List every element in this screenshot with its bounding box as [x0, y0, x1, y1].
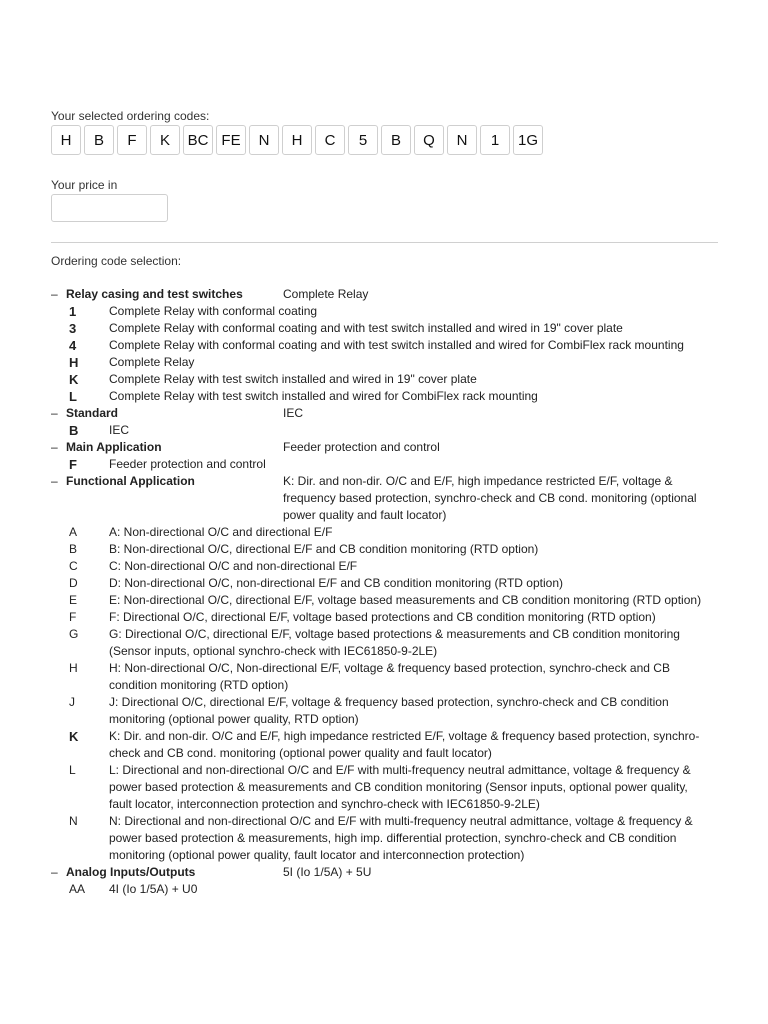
option-code[interactable]: 3 [69, 321, 77, 336]
option-description: Complete Relay with conformal coating and with test switch installed and wired for CombiFlex rack mounting [109, 338, 684, 352]
option-row[interactable] [51, 762, 718, 813]
category-title: Analog Inputs/Outputs [66, 865, 196, 879]
option-description: Feeder protection and control [109, 457, 266, 471]
category-selected-value: K: Dir. and non-dir. O/C and E/F, high impedance restricted E/F, voltage & frequency based protection, synchro-check and CB cond. monitoring (optional power quality and fault locator) [283, 474, 697, 522]
option-row[interactable] [51, 609, 718, 626]
option-description: C: Non-directional O/C and non-directional E/F [109, 559, 358, 573]
option-code[interactable]: AA [69, 882, 86, 896]
option-row[interactable] [51, 592, 718, 609]
option-code[interactable]: H [69, 661, 78, 675]
section-divider [51, 242, 718, 243]
option-code[interactable]: F [69, 457, 77, 472]
option-row[interactable] [51, 354, 718, 371]
option-row[interactable] [51, 541, 718, 558]
option-description: L: Directional and non-directional O/C and E/F with multi-frequency neutral admittance, voltage & frequency & power based protection & measurements and CB condition monitoring (Sensor inputs, optional power quality, fault locator, interconnection protection and synchro-check with IEC61850-9-2LE) [109, 763, 691, 811]
option-row[interactable] [51, 575, 718, 592]
category-row[interactable] [51, 286, 718, 303]
ordering-code-box[interactable]: H [282, 125, 312, 155]
ordering-code-box[interactable]: 5 [348, 125, 378, 155]
category-row[interactable] [51, 864, 718, 881]
category-row[interactable] [51, 473, 718, 524]
option-description: Complete Relay with test switch installed and wired for CombiFlex rack mounting [109, 389, 538, 403]
option-row[interactable] [51, 456, 718, 473]
option-description: D: Non-directional O/C, non-directional E/F and CB condition monitoring (RTD option) [109, 576, 563, 590]
option-row[interactable] [51, 626, 718, 660]
option-row[interactable] [51, 524, 718, 541]
option-description: IEC [109, 423, 130, 437]
option-code[interactable]: F [69, 610, 77, 624]
option-code[interactable]: E [69, 593, 78, 607]
option-description: Complete Relay with conformal coating [109, 304, 318, 318]
ordering-code-box[interactable]: B [84, 125, 114, 155]
option-row[interactable] [51, 303, 718, 320]
category-row[interactable] [51, 439, 718, 456]
ordering-code-box[interactable]: B [381, 125, 411, 155]
price-label: Your price in [51, 178, 118, 192]
option-description: G: Directional O/C, directional E/F, voltage based protections & measurements and CB condition monitoring (Sensor inputs, optional synchro-check with IEC61850-9-2LE) [109, 627, 680, 658]
category-row[interactable] [51, 405, 718, 422]
option-description: Complete Relay [109, 355, 195, 369]
option-row[interactable] [51, 422, 718, 439]
ordering-code-box[interactable]: N [249, 125, 279, 155]
option-row[interactable] [51, 337, 718, 354]
ordering-code-box[interactable]: FE [216, 125, 246, 155]
option-description: 4I (Io 1/5A) + U0 [109, 882, 198, 896]
option-description: K: Dir. and non-dir. O/C and E/F, high impedance restricted E/F, voltage & frequency based protection, synchro-check and CB cond. monitoring (optional power quality and fault locator) [109, 729, 700, 760]
option-description: Complete Relay with conformal coating and with test switch installed and wired in 19" cover plate [109, 321, 623, 335]
category-title: Relay casing and test switches [66, 287, 243, 301]
ordering-code-box[interactable]: N [447, 125, 477, 155]
option-code[interactable]: D [69, 576, 78, 590]
ordering-code-box[interactable]: F [117, 125, 147, 155]
collapse-dash-icon[interactable]: – [51, 287, 58, 301]
collapse-dash-icon[interactable]: – [51, 474, 58, 488]
ordering-code-selection-label: Ordering code selection: [51, 254, 182, 268]
option-code[interactable]: C [69, 559, 78, 573]
ordering-code-box[interactable]: 1 [480, 125, 510, 155]
option-code[interactable]: K [69, 729, 79, 744]
ordering-code-box[interactable]: Q [414, 125, 444, 155]
option-description: A: Non-directional O/C and directional E/F [109, 525, 333, 539]
option-row[interactable] [51, 728, 718, 762]
option-row[interactable] [51, 558, 718, 575]
collapse-dash-icon[interactable]: – [51, 440, 58, 454]
option-description: B: Non-directional O/C, directional E/F and CB condition monitoring (RTD option) [109, 542, 539, 556]
ordering-code-tree [51, 286, 718, 898]
option-code[interactable]: K [69, 372, 79, 387]
price-input[interactable] [51, 194, 168, 222]
option-description: F: Directional O/C, directional E/F, voltage based protections and CB condition monitoring (RTD option) [109, 610, 656, 624]
category-selected-value: Complete Relay [283, 287, 369, 301]
option-code[interactable]: H [69, 355, 79, 370]
ordering-code-box[interactable]: K [150, 125, 180, 155]
option-row[interactable] [51, 320, 718, 337]
option-code[interactable]: B [69, 423, 79, 438]
category-title: Main Application [66, 440, 162, 454]
option-row[interactable] [51, 371, 718, 388]
option-row[interactable] [51, 881, 718, 898]
option-description: E: Non-directional O/C, directional E/F, voltage based measurements and CB condition monitoring (RTD option) [109, 593, 702, 607]
ordering-code-box[interactable]: BC [183, 125, 213, 155]
option-code[interactable]: L [69, 763, 76, 777]
option-code[interactable]: G [69, 627, 79, 641]
option-code[interactable]: L [69, 389, 77, 404]
category-selected-value: Feeder protection and control [283, 440, 440, 454]
option-row[interactable] [51, 660, 718, 694]
option-code[interactable]: A [69, 525, 78, 539]
ordering-code-box[interactable]: 1G [513, 125, 543, 155]
option-code[interactable]: B [69, 542, 78, 556]
collapse-dash-icon[interactable]: – [51, 865, 58, 879]
option-description: Complete Relay with test switch installed and wired in 19" cover plate [109, 372, 477, 386]
option-description: J: Directional O/C, directional E/F, voltage & frequency based protection, synchro-check and CB condition monitoring (optional power quality, RTD option) [109, 695, 669, 726]
ordering-code-box[interactable]: H [51, 125, 81, 155]
ordering-code-box[interactable]: C [315, 125, 345, 155]
option-code[interactable]: N [69, 814, 78, 828]
option-code[interactable]: 1 [69, 304, 77, 319]
collapse-dash-icon[interactable]: – [51, 406, 58, 420]
option-row[interactable] [51, 388, 718, 405]
category-selected-value: IEC [283, 406, 304, 420]
option-row[interactable] [51, 694, 718, 728]
selected-codes-label: Your selected ordering codes: [51, 109, 210, 123]
category-title: Functional Application [66, 474, 195, 488]
option-description: H: Non-directional O/C, Non-directional E/F, voltage & frequency based protection, synchro-check and CB condition monitoring (RTD option) [109, 661, 670, 692]
option-code[interactable]: J [69, 695, 75, 709]
option-code[interactable]: 4 [69, 338, 77, 353]
option-row[interactable] [51, 813, 718, 864]
category-selected-value: 5I (Io 1/5A) + 5U [283, 865, 372, 879]
ordering-code-strip [51, 125, 543, 155]
category-title: Standard [66, 406, 119, 420]
option-description: N: Directional and non-directional O/C and E/F with multi-frequency neutral admittance, voltage & frequency & power based protection & measurements, high imp. differential protection, synchro-check and CB condition monitoring (optional power quality, fault locator and interconnection protection) [109, 814, 693, 862]
